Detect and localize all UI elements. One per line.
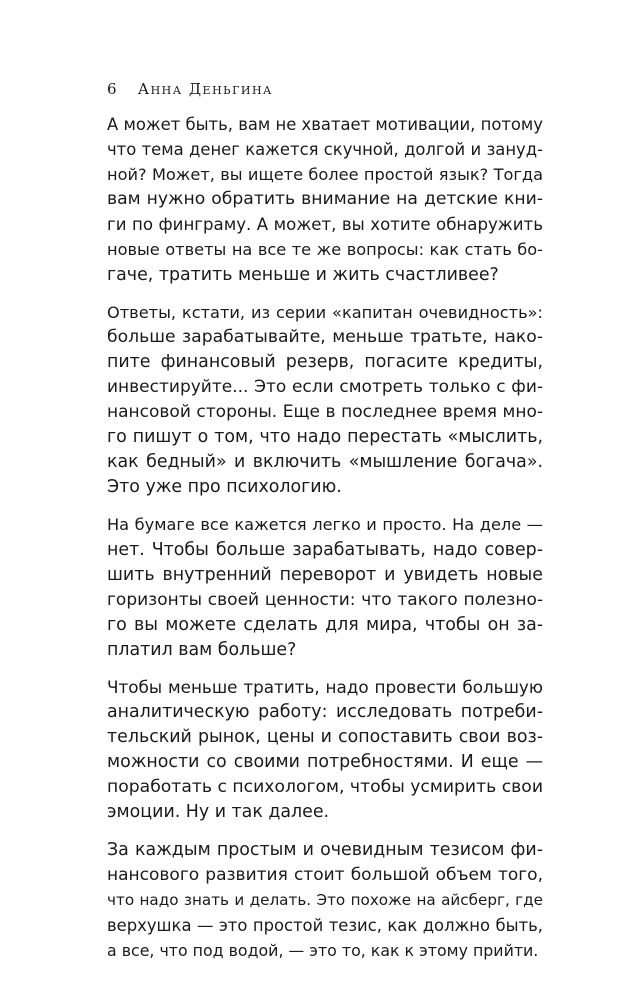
paragraph-2 [107,300,543,501]
text-line: новые ответы на все те же вопросы: как стать бо- [107,240,543,260]
text-line: ной? Может, вы ищете более простой язык? Тогда [107,165,543,185]
text-line: поработать с психологом, чтобы усмирить свои [107,777,543,798]
text-line: что тема денег кажется скучной, долгой и зануд- [107,140,543,160]
text-line: инвестируйте... Это если смотреть только с фи- [107,376,543,397]
body-text [107,112,543,975]
text-line: аналитическую работу: исследовать потреби- [107,702,543,723]
text-line: эмоции. Ну и так далее. [107,802,330,823]
paragraph-5 [107,838,543,963]
running-header [107,80,273,98]
text-line: шить внутренний переворот и увидеть новые [107,564,543,585]
text-line: вам нужно обратить внимание на детские кни- [107,189,543,210]
text-line: горизонты своей ценности: что такого полезно- [107,589,543,610]
text-line: го вы можете сделать для мира, чтобы он за- [107,614,543,635]
text-line: верхушка — это простой тезис, как должно быть, [107,915,543,935]
text-line: А может быть, вам не хватает мотивации, потому [107,115,543,134]
paragraph-4 [107,675,543,826]
text-line: пите финансовый резерв, погасите кредиты, [107,351,543,372]
text-line: больше зарабатывайте, меньше тратьте, нако- [107,326,543,347]
page-number: 6 [107,80,118,98]
text-line: На бумаге все кажется легко и просто. На деле — [107,515,543,535]
text-line: нансовой стороны. Еще в последнее время мно- [107,402,543,423]
text-line: что надо знать и делать. Это похоже на айсберг, где [107,890,543,909]
text-line: а все, что под водой, — это то, как к этому прийти. [107,940,539,960]
text-line: За каждым простым и очевидным тезисом фи- [107,839,543,860]
text-line: можности со своими потребностями. И еще — [107,752,543,773]
text-line: тельский рынок, цены и сопоставить свои воз- [107,727,543,748]
text-line: Чтобы меньше тратить, надо провести большую [107,676,543,697]
text-line: ги по финграму. А может, вы хотите обнаружить [107,215,543,235]
paragraph-1 [107,112,543,288]
text-line: нансового развития стоит большой объем того, [107,864,543,885]
text-line: нет. Чтобы больше зарабатывать, надо совер- [107,539,543,560]
text-line: платил вам больше? [107,639,297,660]
text-line: Это уже про психологию. [107,477,342,498]
text-line: гаче, тратить меньше и жить счастливее? [107,264,499,285]
paragraph-3 [107,512,543,663]
text-line: Ответы, кстати, из серии «капитан очевидность»: [107,302,543,322]
running-head-author: Анна Деньгина [137,80,273,98]
text-line: го пишут о том, что надо перестать «мыслить, [107,427,543,448]
text-line: как бедный» и включить «мышление богача». [107,452,543,473]
